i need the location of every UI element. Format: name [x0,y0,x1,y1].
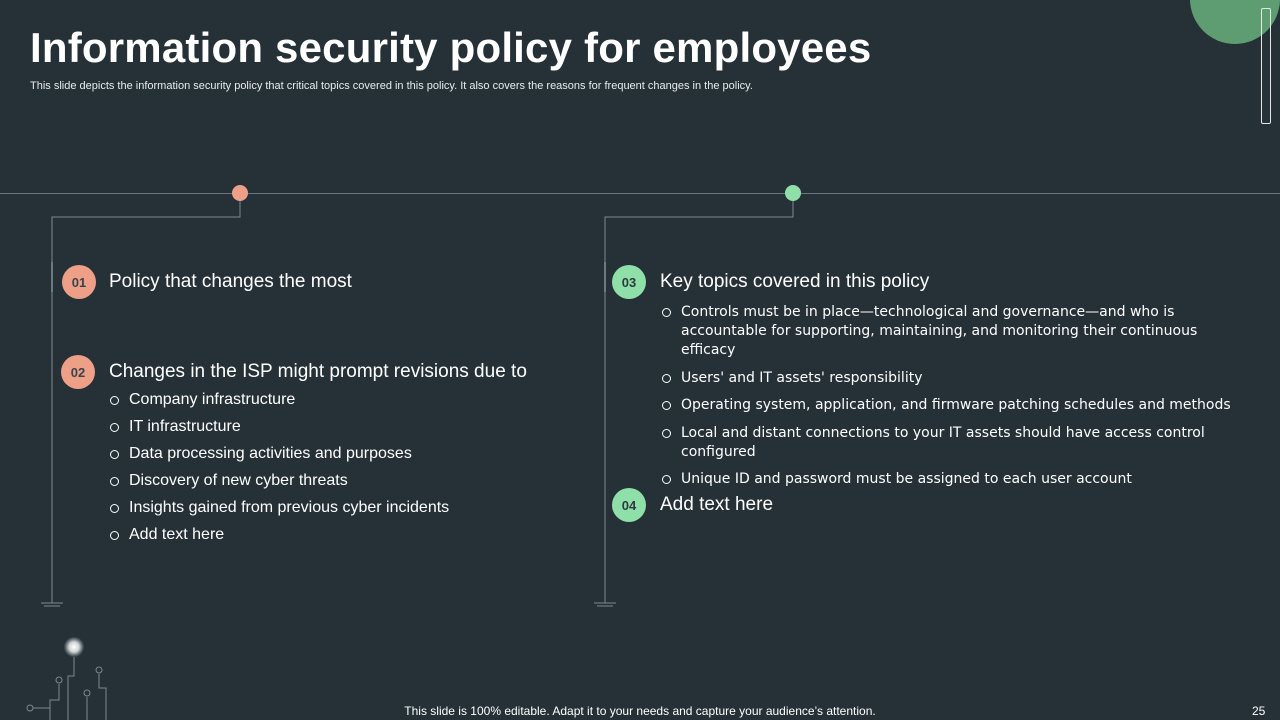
bullet-circle-icon [110,450,119,459]
page-subtitle: This slide depicts the information security policy that critical topics covered in this policy. It also covers the reasons for frequent changes in the policy. [30,80,753,92]
list-item: Controls must be in place—technological and governance—and who is accountable for supporting, maintaining, and monitoring their continuous efficacy [662,303,1232,360]
heading-policy-changes: Policy that changes the most [109,271,352,292]
list-item: Insights gained from previous cyber incidents [110,498,449,525]
number-badge-03: 03 [612,265,646,299]
list-item: Add text here [110,525,449,552]
bullet-circle-icon [110,423,119,432]
bullet-circle-icon [662,374,671,383]
list-item: Users' and IT assets' responsibility [662,369,1232,388]
heading-key-topics: Key topics covered in this policy [660,271,930,292]
bullet-circle-icon [662,429,671,438]
number-badge-04: 04 [612,488,646,522]
footer-note: This slide is 100% editable. Adapt it to your needs and capture your audience’s attention. [404,704,876,718]
timeline-dot-left [232,185,248,201]
list-item: Company infrastructure [110,390,449,417]
heading-add-text: Add text here [660,494,774,515]
heading-isp-revisions: Changes in the ISP might prompt revisions due to [109,361,527,382]
bullet-circle-icon [110,477,119,486]
bullet-circle-icon [110,396,119,405]
list-item: Discovery of new cyber threats [110,471,449,498]
list-item: Local and distant connections to your IT assets should have access control configured [662,424,1232,462]
glow-node [64,637,84,657]
page-number: 25 [1252,704,1266,718]
list-item: Data processing activities and purposes [110,444,449,471]
page-title: Information security policy for employees [30,24,872,71]
bullet-circle-icon [110,531,119,540]
bullet-circle-icon [662,475,671,484]
bullet-circle-icon [662,401,671,410]
timeline-dot-right [785,185,801,201]
number-badge-01: 01 [62,265,96,299]
isp-revision-list [110,390,449,552]
number-badge-02: 02 [61,355,95,389]
list-item: Operating system, application, and firmware patching schedules and methods [662,396,1232,415]
bullet-circle-icon [110,504,119,513]
list-item: IT infrastructure [110,417,449,444]
list-item: Unique ID and password must be assigned to each user account [662,470,1232,489]
bullet-circle-icon [662,308,671,317]
key-topics-list [662,303,1232,498]
